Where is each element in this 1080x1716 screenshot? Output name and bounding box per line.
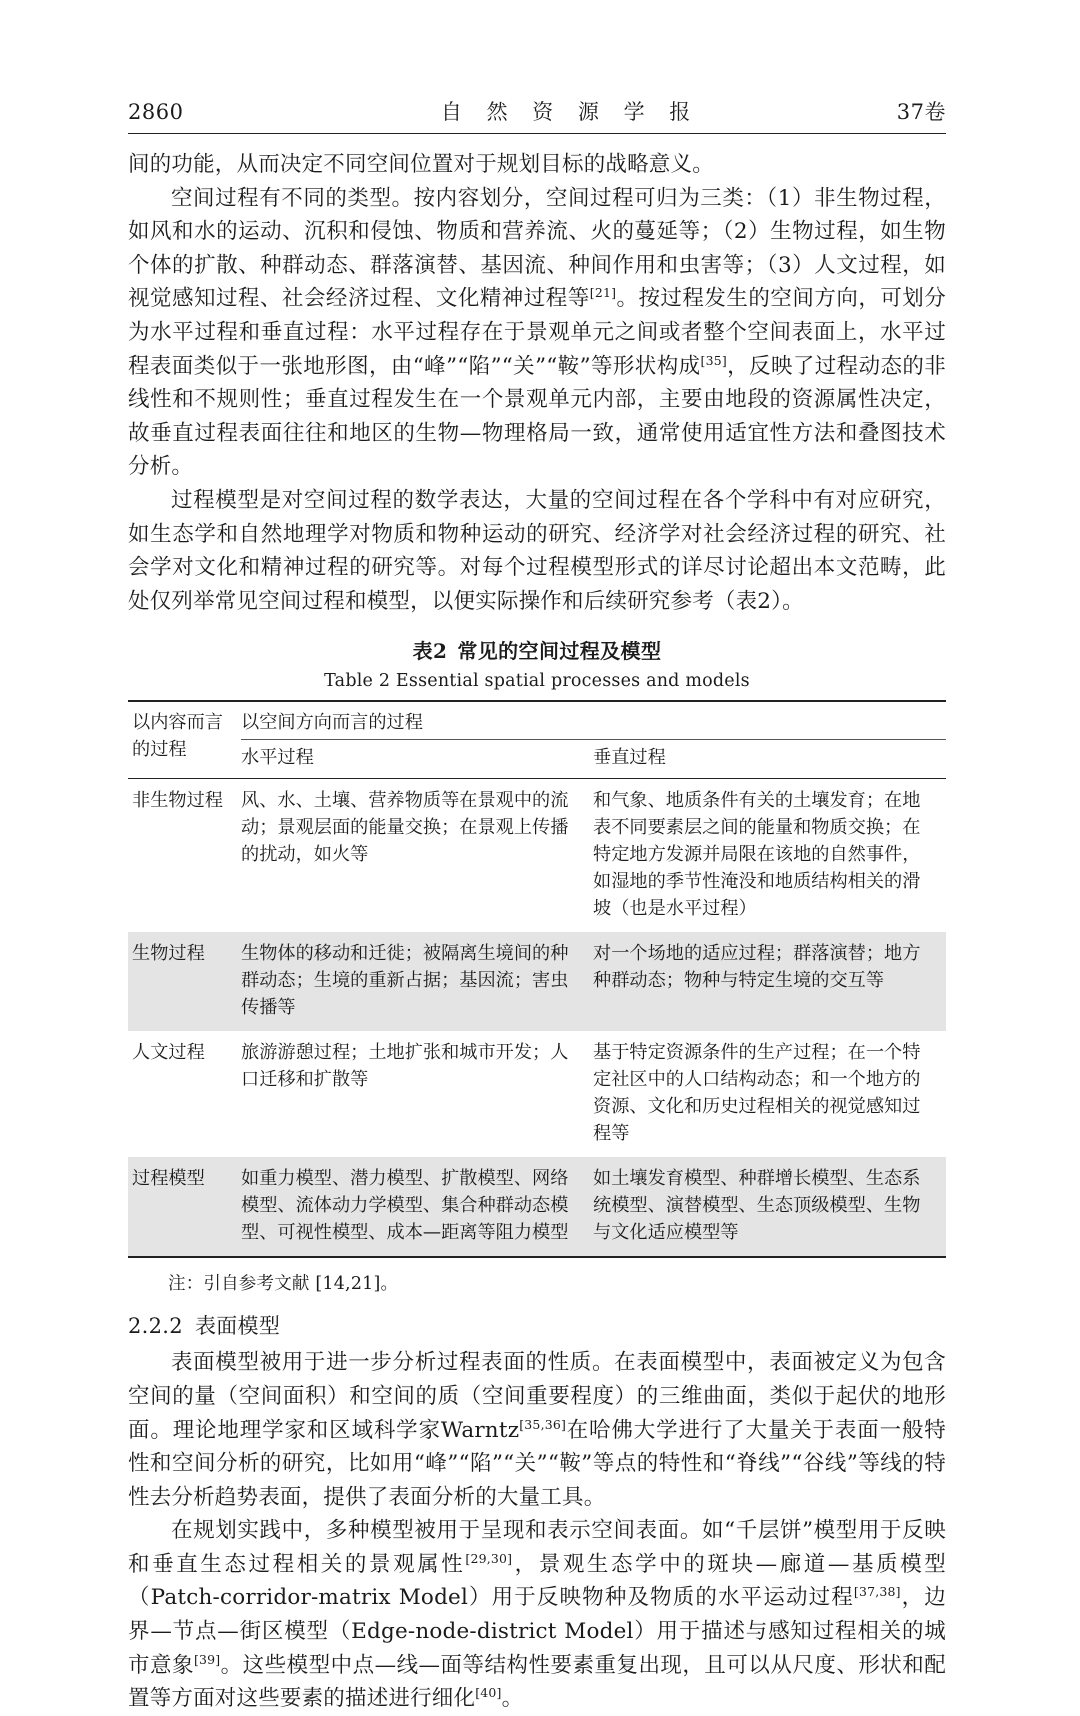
paragraph-continued-text: 间的功能，从而决定不同空间位置对于规划目标的战略意义。 [128, 152, 714, 177]
spatial-process-text-c: ，反映了过程动态的非线性和不规则性；垂直过程发生在一个景观单元内部，主要由地段的资源属性决定，故垂直过程表面往往和地区的生物—物理格局一致，通常使用适宜性方法和叠图技术分析。 [128, 353, 946, 480]
row-label: 人文过程 [132, 1042, 205, 1064]
process-model-text: 过程模型是对空间过程的数学表达，大量的空间过程在各个学科中有对应研究，如生态学和自然地理学对物质和物种运动的研究、经济学对社会经济过程的研究、社会学对文化和精神过程的研究等。对每个过程模型形式的详尽讨论超出本文范畴，此处仅列举常见空间过程和模型，以便实际操作和后续研究参考（表2）。 [128, 487, 946, 614]
row-vertical-process: 如土壤发育模型、种群增长模型、生态系统模型、演替模型、生态顶级模型、生物与文化适应模型等 [593, 1157, 946, 1257]
surface-model-text-b: 在哈佛大学进行了大量关于表面一般特性和空间分析的研究，比如用“峰”“陷”“关”“鞍”等点的特性和“脊线”“谷线”等线的特性去分析趋势表面，提供了表面分析的大量工具。 [128, 1417, 946, 1510]
reference-marker-29-30: [29,30] [465, 1550, 513, 1566]
spatial-process-text-b: 。按过程发生的空间方向，可划分为水平过程和垂直过程：水平过程存在于景观单元之间或者整个空间表面上，水平过程表面类似于一张地形图，由“峰”“陷”“关”“鞍”等形状构成 [128, 286, 946, 379]
reference-marker-39: [39] [193, 1651, 221, 1667]
spatial-process-text-a: 空间过程有不同的类型。按内容划分，空间过程可归为三类：（1）非生物过程，如风和水的运动、沉积和侵蚀、物质和营养流、火的蔓延等；（2）生物过程，如生物个体的扩散、种群动态、群落演替、基因流、种间作用和虫害等；（3）人文过程，如视觉感知过程、社会经济过程、文化精神过程等 [128, 185, 946, 312]
page-number: 2860 [128, 100, 184, 124]
header-cell-spatial-direction: 以空间方向而言的过程 [241, 701, 946, 740]
section-number: 2.2.2 [128, 1314, 183, 1339]
header-cell-vertical-process: 垂直过程 [593, 740, 946, 779]
table-header-row-sub [128, 740, 946, 779]
section-heading [128, 1310, 946, 1340]
table-body [128, 779, 946, 1258]
table-header-row-top [128, 701, 946, 740]
document-page [128, 0, 947, 1712]
table-container [128, 700, 946, 1295]
table-head [128, 701, 946, 779]
table-note: 注：引自参考文献 [14,21]。 [168, 1274, 399, 1295]
spatial-processes-table [128, 700, 946, 1258]
running-head [128, 0, 946, 148]
row-horizontal-process: 风、水、土壤、营养物质等在景观中的流动；景观层面的能量交换；在景观上传播的扰动，如火等 [241, 779, 593, 933]
section-title: 表面模型 [194, 1314, 281, 1339]
row-horizontal-process: 如重力模型、潜力模型、扩散模型、网络模型、流体动力学模型、集合种群动态模型、可视性模型、成本—距离等阻力模型 [241, 1157, 593, 1257]
volume-label: 37卷 [896, 100, 946, 124]
reference-marker-35-36: [35,36] [519, 1416, 567, 1432]
reference-marker-35: [35] [700, 352, 727, 368]
reference-marker-40: [40] [475, 1685, 502, 1701]
header-cell-content-dimension [128, 701, 241, 779]
row-label: 非生物过程 [128, 779, 241, 933]
practice-text-e: 。 [501, 1686, 524, 1712]
row-vertical-process: 和气象、地质条件有关的土壤发育；在地表不同要素层之间的能量和物质交换；在特定地方发源并局限在该地的自然事件，如湿地的季节性淹没和地质结构相关的滑坡（也是水平过程） [593, 779, 946, 933]
main-text-column [128, 148, 946, 618]
reference-marker-37-38: [37,38] [853, 1584, 901, 1600]
row-label: 生物过程 [128, 932, 241, 1031]
table-row [128, 932, 946, 1031]
reference-marker-21: [21] [589, 285, 617, 301]
journal-title: 自 然 资 源 学 报 [440, 100, 700, 124]
row-label: 过程模型 [128, 1157, 241, 1257]
practice-text-d: 。这些模型中点—线—面等结构性要素重复出现，且可以从尺度、形状和配置等方面对这些要素的描述进行细化 [128, 1652, 946, 1712]
surface-model-text-a: 表面模型被用于进一步分析过程表面的性质。在表面模型中，表面被定义为包含空间的量（空间面积）和空间的质（空间重要程度）的三维曲面，类似于起伏的地形面。理论地理学家和区域科学家Warntz [128, 1350, 946, 1443]
practice-text-a: 在规划实践中，多种模型被用于呈现和表示空间表面。如“千层饼”模型用于反映和垂直生态过程相关的景观属性 [128, 1518, 946, 1577]
table-row [128, 1031, 946, 1157]
table-row [128, 779, 946, 933]
table-row [128, 1157, 946, 1257]
practice-text-b: ，景观生态学中的斑块—廊道—基质模型（Patch-corridor-matrix Model）用于反映物种及物质的水平运动过程 [128, 1551, 946, 1611]
row-vertical-process: 基于特定资源条件的生产过程；在一个特定社区中的人口结构动态；和一个地方的资源、文化和历史过程相关的视觉感知过程等 [593, 1042, 921, 1145]
header-cell-content-line2: 的过程 [132, 739, 187, 761]
header-divider [128, 133, 946, 134]
table-caption [128, 635, 946, 691]
header-cell-horizontal-process: 水平过程 [241, 740, 593, 779]
row-horizontal-process: 旅游游憩过程；土地扩张和城市开发；人口迁移和扩散等 [241, 1042, 569, 1091]
paragraph-planning-practice [128, 1514, 946, 1716]
paragraph-process-model [128, 484, 946, 618]
paragraph-spatial-process [128, 182, 946, 484]
paragraph-continued [128, 148, 946, 182]
row-vertical-process: 对一个场地的适应过程；群落演替；地方种群动态；物种与特定生境的交互等 [593, 932, 946, 1031]
row-horizontal-process: 生物体的移动和迁徙；被隔离生境间的种群动态；生境的重新占据；基因流；害虫传播等 [241, 932, 593, 1031]
table-title-cn: 常见的空间过程及模型 [457, 639, 662, 664]
table-caption-en: Table 2 Essential spatial processes and models [324, 671, 750, 692]
section-text-column [128, 1346, 946, 1716]
header-cell-content-line1: 以内容而言 [132, 712, 223, 734]
practice-text-c: ，边界—节点—街区模型（Edge-node-district Model）用于描述与感知过程相关的城市意象 [128, 1585, 947, 1678]
table-caption-cn [128, 635, 946, 664]
paragraph-surface-model [128, 1346, 946, 1514]
table-number-cn: 表2 [412, 639, 448, 664]
